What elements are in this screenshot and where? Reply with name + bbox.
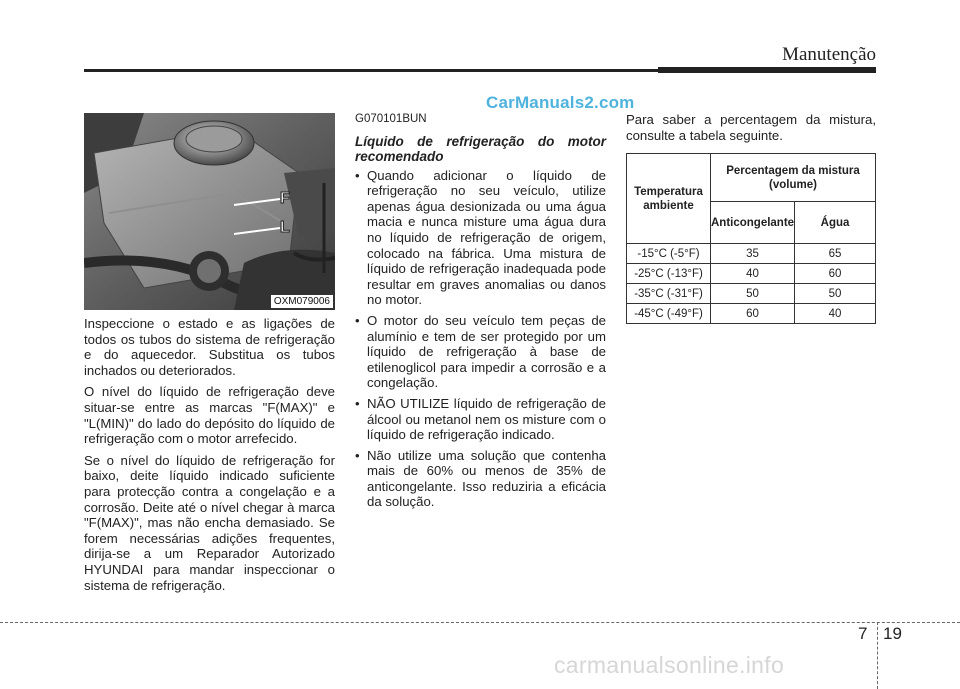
paragraph-inspect: Inspeccione o estado e as ligações de todos os tubos do sistema de refrigeração e do aquecedor. Substitua os tubos inchados ou deteriorados. — [84, 316, 335, 378]
header-temperature: Temperatura ambiente — [627, 154, 711, 244]
engine-bay-illustration — [84, 113, 335, 310]
header-antifreeze: Anticongelante — [711, 202, 795, 244]
cell-temperature: -35°C (-31°F) — [627, 284, 711, 304]
cell-temperature: -15°C (-5°F) — [627, 244, 711, 264]
watermark-link[interactable]: CarManuals2.com — [486, 93, 635, 112]
footer-vertical-divider — [877, 622, 878, 689]
section-code: G070101BUN — [355, 113, 427, 125]
section-subheading: Líquido de refrigeração do motor recomendado — [355, 133, 606, 164]
max-mark-label: F — [280, 190, 290, 207]
cell-antifreeze: 60 — [711, 304, 795, 324]
cell-water: 50 — [795, 284, 876, 304]
table-row — [627, 304, 876, 324]
table-row — [627, 264, 876, 284]
figure-code: OXM079006 — [271, 295, 333, 308]
cell-antifreeze: 50 — [711, 284, 795, 304]
min-mark-label: L — [280, 219, 290, 236]
cell-water: 65 — [795, 244, 876, 264]
table-intro: Para saber a percentagem da mistura, consulte a tabela seguinte. — [626, 112, 876, 143]
cell-water: 60 — [795, 264, 876, 284]
section-title: Manutenção — [782, 44, 876, 65]
header-water: Água — [795, 202, 876, 244]
mixture-table — [626, 153, 876, 324]
recommendation-list — [355, 168, 606, 510]
paragraph-topup: Se o nível do líquido de refrigeração for baixo, deite líquido indicado suficiente para protecção contra a congelação e a corrosão. Deite até o nível chegar à marca "F(MAX)", mas não encha demasiado. Se forem necessárias adições frequentes, dirija-se a um Reparador Autorizado HYUNDAI para mandar inspeccionar o sistema de refrigeração. — [84, 452, 335, 593]
cell-water: 40 — [795, 304, 876, 324]
page-number: 19 — [883, 624, 902, 643]
coolant-reservoir-photo — [84, 113, 335, 310]
list-item: • O motor do seu veículo tem peças de alumínio e tem de ser protegido por um líquido de refrigeração à base de etilenoglicol para impedir a corrosão e a congelação. — [355, 313, 606, 391]
list-item: • Não utilize uma solução que contenha mais de 60% ou menos de 35% de anticongelante. Isso reduziria a eficácia da solução. — [355, 448, 606, 510]
list-item: • NÃO UTILIZE líquido de refrigeração de álcool ou metanol nem os misture com o líquido de refrigeração indicado. — [355, 396, 606, 443]
column-left — [84, 316, 335, 599]
footer-divider — [0, 622, 960, 623]
list-item: • Quando adicionar o líquido de refrigeração no seu veículo, utilize apenas água desionizada ou uma água macia e nunca misture uma água dura no líquido de refrigeração de origem, colocado na fábrica. Uma mistura de líquido de refrigeração inadequada pode resultar em graves anomalias ou danos no motor. — [355, 168, 606, 308]
cell-antifreeze: 35 — [711, 244, 795, 264]
header-mixture: Percentagem da mistura (volume) — [711, 154, 876, 202]
table-row — [627, 244, 876, 264]
watermark-footer-link[interactable]: carmanualsonline.info — [554, 652, 785, 678]
header-rule-accent — [658, 67, 876, 73]
cell-antifreeze: 40 — [711, 264, 795, 284]
chapter-number: 7 — [858, 624, 868, 643]
column-right — [626, 112, 876, 149]
cell-temperature: -45°C (-49°F) — [627, 304, 711, 324]
table-row — [627, 284, 876, 304]
cell-temperature: -25°C (-13°F) — [627, 264, 711, 284]
paragraph-level: O nível do líquido de refrigeração deve situar-se entre as marcas "F(MAX)" e "L(MIN)" do lado do depósito do líquido de refrigeração com o motor arrefecido. — [84, 384, 335, 447]
column-middle — [355, 112, 606, 515]
